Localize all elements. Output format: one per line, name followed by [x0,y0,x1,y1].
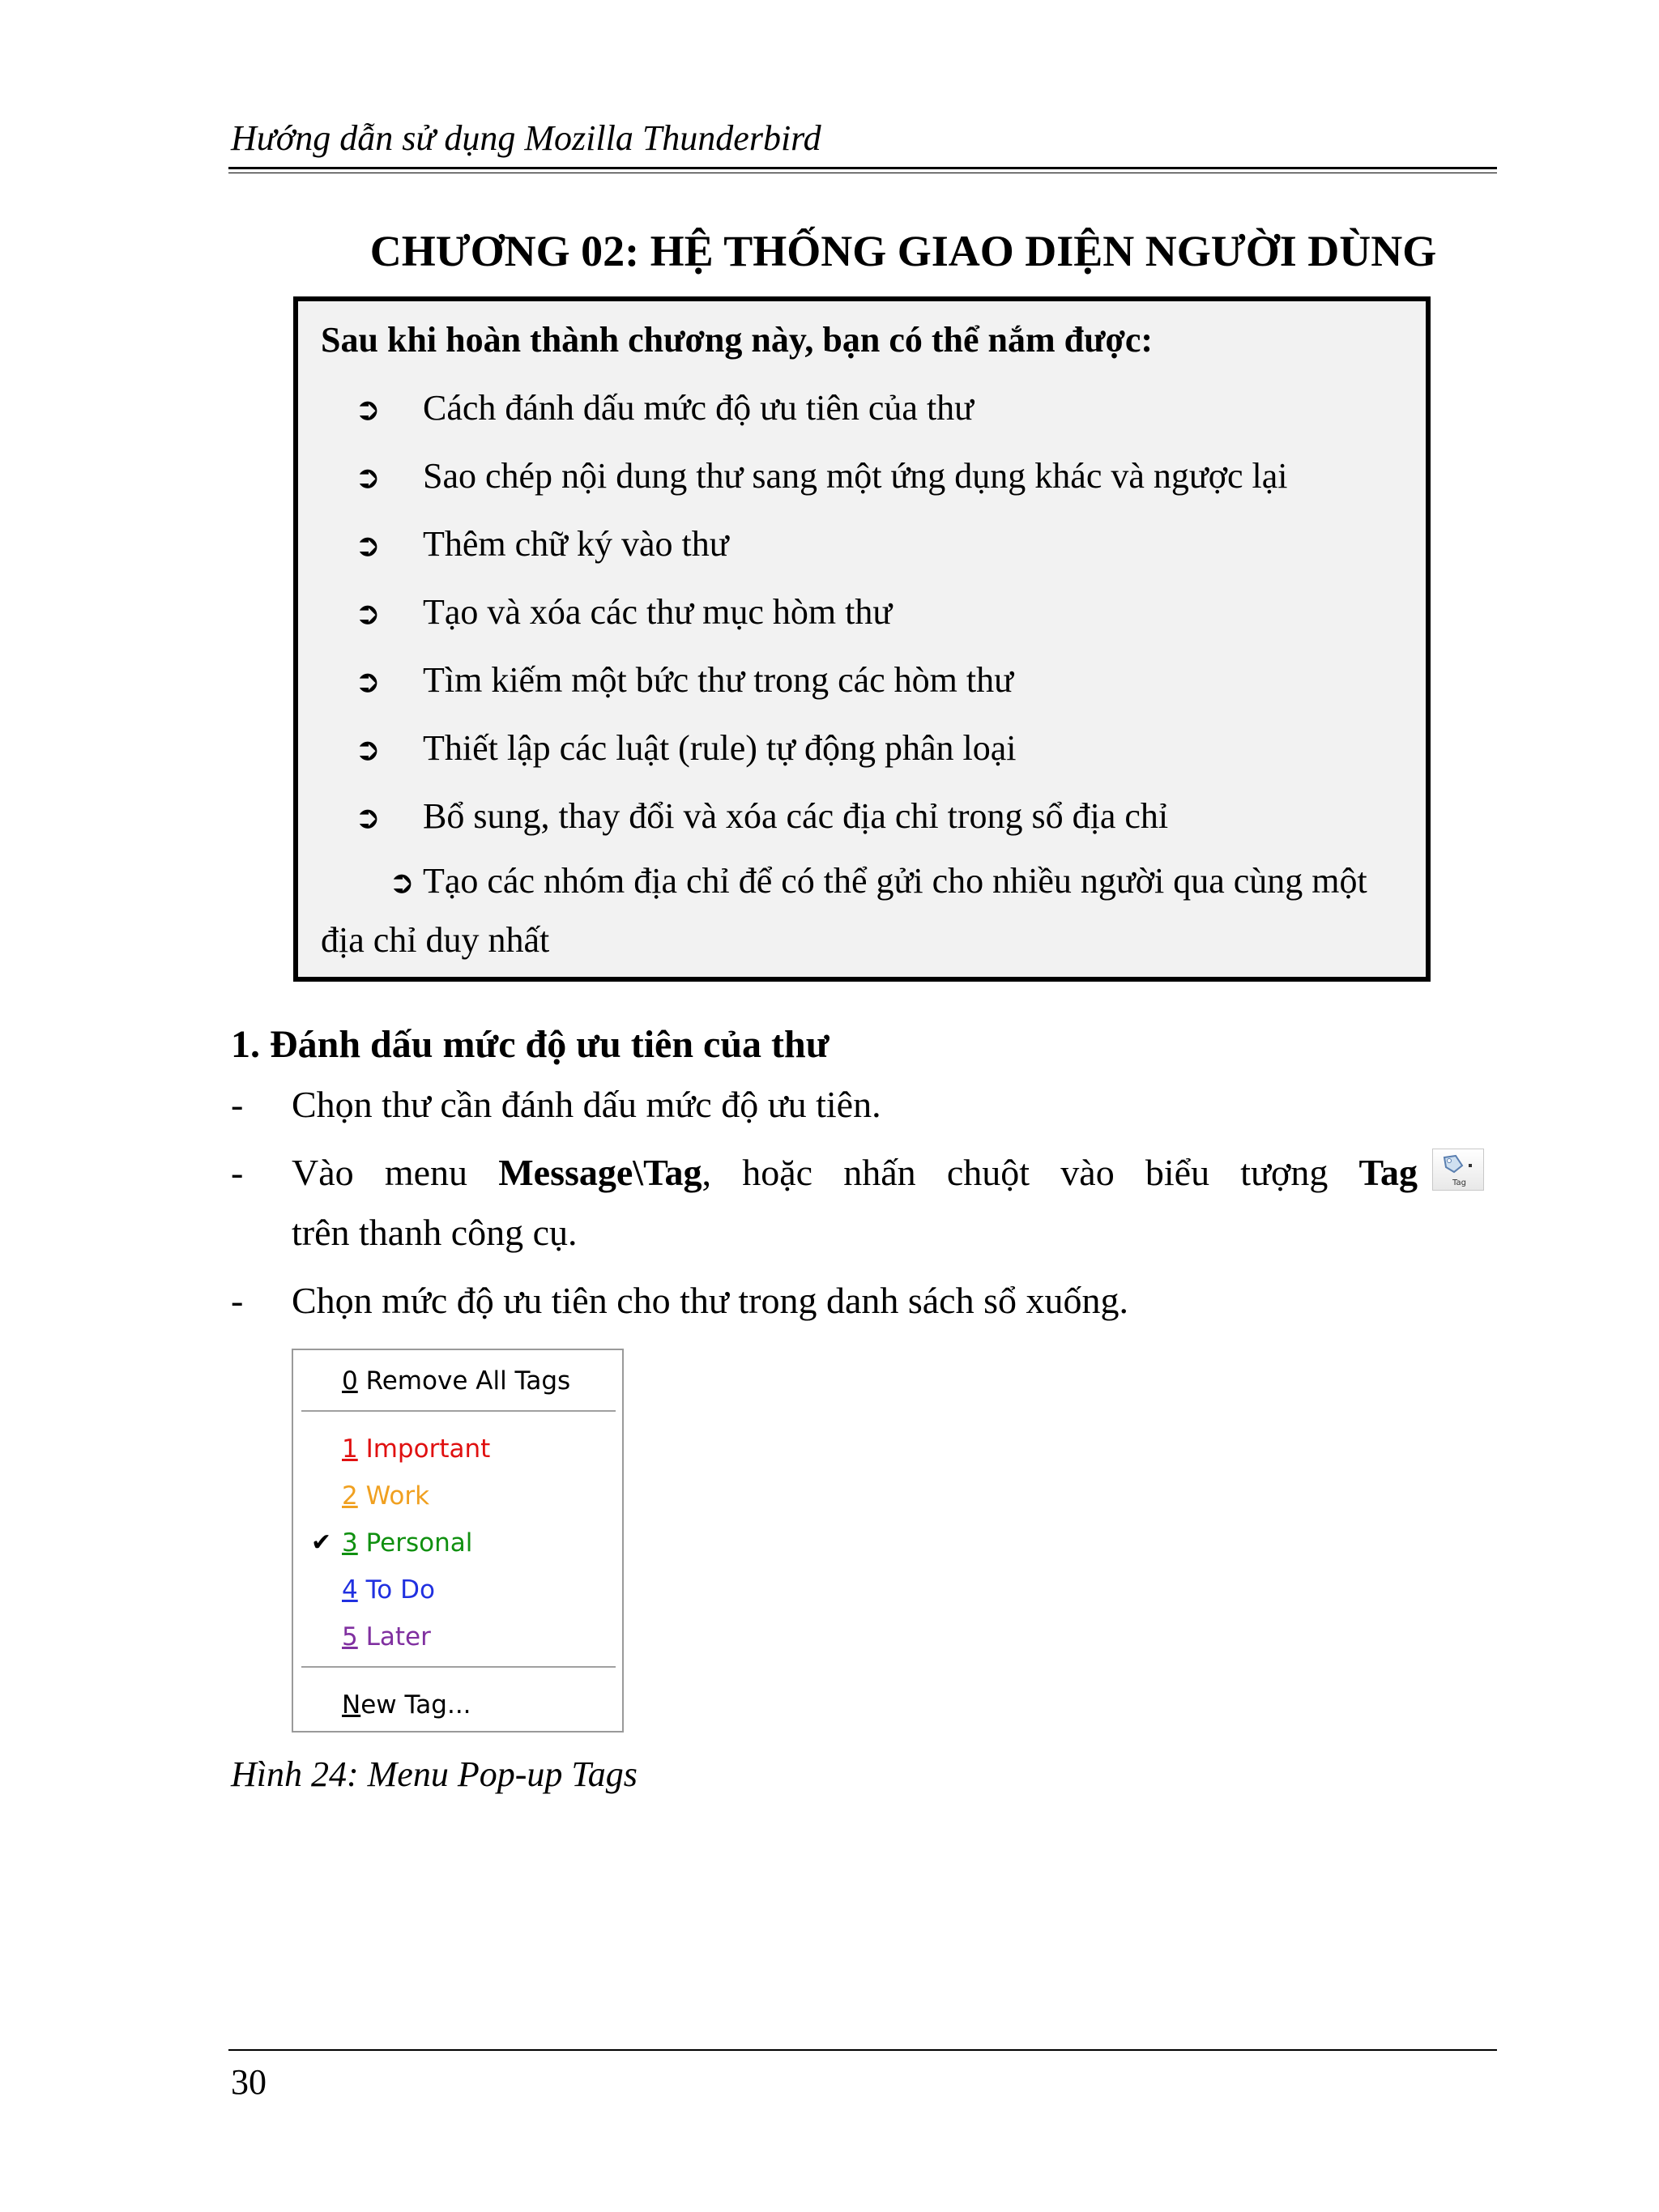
tag-label: Tag [1358,1152,1418,1193]
accelerator-key: N [342,1690,361,1720]
tag-icon-label: Tag [1452,1178,1466,1187]
step-text [292,1150,1418,1196]
right-arrow-icon: ➲ [355,799,381,835]
accelerator-key: 0 [342,1366,358,1396]
menu-item-tag[interactable] [342,1527,472,1559]
menu-path: Message\Tag [498,1152,702,1193]
step-text: Chọn mức độ ưu tiên cho thư trong danh sách sổ xuống. [292,1280,1129,1321]
tags-popup-menu [292,1349,624,1733]
tag-icon [1432,1149,1484,1191]
dash-bullet: - [231,1084,244,1125]
right-arrow-icon: ➲ [355,595,381,631]
menu-item-remove-all-tags[interactable] [342,1365,570,1397]
menu-item-label: Remove All Tags [357,1366,571,1396]
right-arrow-icon: ➲ [355,459,381,495]
step-text: trên thanh công cụ. [292,1212,578,1253]
menu-item-tag[interactable] [342,1433,490,1465]
objective-item [355,523,1408,566]
menu-item-label: Personal [357,1528,473,1558]
dash-bullet: - [231,1152,244,1193]
section-heading: 1. Đánh dấu mức độ ưu tiên của thư [231,1023,830,1066]
objective-text: Tạo và xóa các thư mục hòm thư [423,592,893,632]
menu-item-tag[interactable] [342,1621,431,1653]
menu-separator [301,1410,616,1412]
objective-item [355,659,1408,702]
menu-item-tag[interactable] [342,1480,429,1512]
objective-text: Cách đánh dấu mức độ ưu tiên của thư [423,388,975,428]
step-text: Chọn thư cần đánh dấu mức độ ưu tiên. [292,1084,881,1125]
accelerator-key: 5 [342,1622,358,1652]
objective-item [355,727,1408,770]
menu-item-label: Work [357,1481,430,1511]
objective-text: Bổ sung, thay đổi và xóa các địa chỉ trong sổ địa chỉ [423,796,1169,836]
footer-rule [228,2049,1497,2051]
accelerator-key: 1 [342,1434,358,1464]
accelerator-key: 4 [342,1575,358,1605]
page-header-title: Hướng dẫn sử dụng Mozilla Thunderbird [231,118,821,158]
accelerator-key: 2 [342,1481,358,1511]
objective-text: Sao chép nội dung thư sang một ứng dụng khác và ngược lại [423,456,1288,496]
menu-item-label: To Do [357,1575,435,1605]
objective-item [355,795,1408,838]
chapter-title: CHƯƠNG 02: HỆ THỐNG GIAO DIỆN NGƯỜI DÙNG [369,227,1437,275]
objective-text: Tạo các nhóm địa chỉ để có thể gửi cho nhiều người qua cùng một địa chỉ duy nhất [321,861,1367,960]
dash-bullet: - [231,1280,244,1321]
menu-item-label: Later [357,1622,431,1652]
objective-text: Thiết lập các luật (rule) tự động phân loại [423,728,1017,768]
step-text-part: Vào menu [292,1152,499,1193]
accelerator-key: 3 [342,1528,358,1558]
objective-item [355,591,1408,634]
objective-item [355,387,1408,430]
objective-text: Thêm chữ ký vào thư [423,524,729,564]
menu-item-label: Important [357,1434,491,1464]
objective-text: Tìm kiếm một bức thư trong các hòm thư [423,660,1013,700]
objective-item [321,852,1406,970]
objectives-box [293,296,1431,982]
right-arrow-icon: ➲ [355,527,381,563]
objective-item [355,455,1408,498]
menu-item-tag[interactable] [342,1574,435,1606]
figure-caption: Hình 24: Menu Pop-up Tags [231,1754,638,1794]
checkmark-icon: ✔ [311,1528,332,1557]
objectives-intro: Sau khi hoàn thành chương này, bạn có thể nắm được: [321,320,1154,360]
step-text-part: , hoặc nhấn chuột vào biểu tượng [702,1152,1359,1193]
page-number: 30 [231,2062,267,2102]
menu-item-label: ew Tag... [360,1690,471,1720]
right-arrow-icon: ➲ [355,663,381,699]
menu-item-new-tag[interactable] [342,1689,471,1721]
header-rule-thick [228,167,1497,169]
right-arrow-icon: ➲ [389,864,415,900]
right-arrow-icon: ➲ [355,391,381,427]
right-arrow-icon: ➲ [355,731,381,767]
menu-separator [301,1666,616,1668]
